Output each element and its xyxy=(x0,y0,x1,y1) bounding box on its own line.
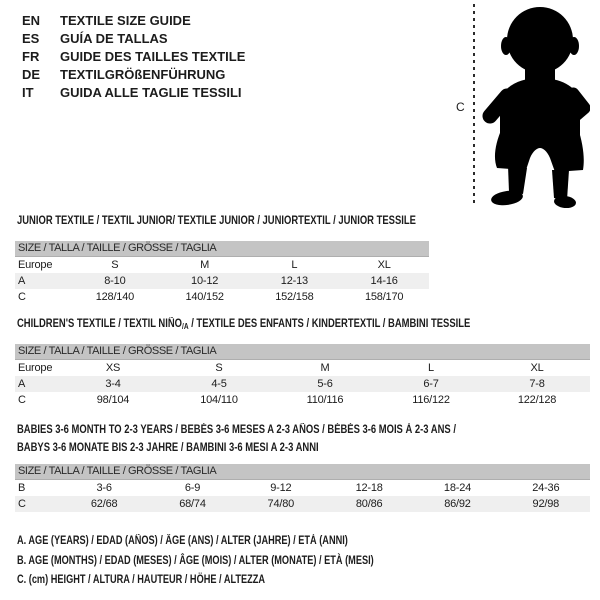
junior-size-table xyxy=(15,241,429,305)
language-code: ES xyxy=(22,31,40,46)
language-header xyxy=(22,12,245,102)
table-cell: 80/86 xyxy=(355,498,383,510)
table-cell: 8-10 xyxy=(104,275,126,287)
table-cell: L xyxy=(291,259,298,271)
size-header-bar: SIZE / TALLA / TAILLE / GRÖSSE / TAGLIA xyxy=(15,241,429,257)
table-cell: 104/110 xyxy=(200,394,238,406)
title-line-2: BABYS 3-6 MONATE BIS 2-3 JAHRE / BAMBINI 3-6 MESI A 2-3 ANNI xyxy=(17,442,319,454)
language-row-it xyxy=(22,84,245,102)
baby-height-figure xyxy=(452,2,600,212)
language-row-fr xyxy=(22,48,245,66)
table-cell: 98/104 xyxy=(96,394,130,406)
table-cell: 3-6 xyxy=(96,482,112,494)
table-cell: 86/92 xyxy=(444,498,471,510)
section-title-children xyxy=(17,318,470,331)
row-label: B xyxy=(18,482,26,494)
baby-silhouette-icon xyxy=(470,2,590,208)
size-header-bar: SIZE / TALLA / TAILLE / GRÖSSE / TAGLIA xyxy=(15,344,590,360)
table-row xyxy=(15,392,590,408)
row-label: C xyxy=(18,291,26,303)
table-cell: 18-24 xyxy=(443,482,472,494)
table-cell: 14-16 xyxy=(370,275,398,287)
note-age-years: A. AGE (YEARS) / EDAD (AÑOS) / ÂGE (ANS) / ALTER (JAHRE) / ETÀ (ANNI) xyxy=(17,535,348,547)
table-cell: 7-8 xyxy=(529,378,545,390)
row-label: A xyxy=(18,378,26,390)
title-subscript: /A xyxy=(182,322,189,331)
table-cell: 110/116 xyxy=(306,394,344,406)
guide-title-en: TEXTILE SIZE GUIDE xyxy=(60,13,191,28)
table-cell: M xyxy=(200,259,210,271)
title-text: / TEXTILE DES ENFANTS / KINDERTEXTIL / BAMBINI TESSILE xyxy=(188,318,471,330)
table-cell: 3-4 xyxy=(105,378,121,390)
row-label: A xyxy=(18,275,26,287)
table-cell: 5-6 xyxy=(317,378,333,390)
height-measure-label: C xyxy=(456,100,465,114)
table-cell: 62/68 xyxy=(90,498,118,510)
table-cell: 152/158 xyxy=(275,291,314,303)
table-cell: 10-12 xyxy=(191,275,219,287)
table-row xyxy=(15,480,590,496)
table-row xyxy=(15,360,590,376)
table-cell: 68/74 xyxy=(179,498,206,510)
guide-title-it: GUIDA ALLE TAGLIE TESSILI xyxy=(60,85,242,100)
language-code: EN xyxy=(22,13,41,28)
language-code: FR xyxy=(22,49,40,64)
children-size-table xyxy=(15,344,590,408)
title-line-1: BABIES 3-6 MONTH TO 2-3 YEARS / BEBÉS 3-6 MESES A 2-3 AÑOS / BÉBÉS 3-6 MOIS À 2-3 ANS / xyxy=(17,424,456,436)
language-code: IT xyxy=(22,85,34,100)
table-cell: XL xyxy=(377,259,391,271)
table-cell: 116/122 xyxy=(412,394,450,406)
table-cell: M xyxy=(320,362,330,374)
section-title-junior: JUNIOR TEXTILE / TEXTIL JUNIOR/ TEXTILE JUNIOR / JUNIORTEXTIL / JUNIOR TESSILE xyxy=(17,215,416,227)
table-cell: L xyxy=(428,362,434,374)
table-row xyxy=(15,257,429,273)
table-cell: 158/170 xyxy=(364,291,404,303)
guide-title-de: TEXTILGRÖßENFÜHRUNG xyxy=(60,67,226,82)
table-row xyxy=(15,496,590,512)
table-cell: 92/98 xyxy=(532,498,560,510)
table-cell: 122/128 xyxy=(517,394,557,406)
row-label: C xyxy=(18,394,26,406)
table-row xyxy=(15,273,429,289)
table-cell: 24-36 xyxy=(532,482,560,494)
size-header-bar: SIZE / TALLA / TAILLE / GRÖSSE / TAGLIA xyxy=(15,464,590,480)
title-text: CHILDREN'S TEXTILE / TEXTIL NIÑO xyxy=(17,318,183,330)
note-age-months: B. AGE (MONTHS) / EDAD (MESES) / ÂGE (MOIS) / ALTER (MONATE) / ETÀ (MESI) xyxy=(17,554,374,567)
section-title-babies xyxy=(17,421,456,457)
table-cell: 140/152 xyxy=(185,291,224,303)
table-row xyxy=(15,289,429,305)
table-cell: 9-12 xyxy=(270,482,292,494)
row-label: Europe xyxy=(18,259,53,271)
table-cell: 4-5 xyxy=(211,378,227,390)
table-cell: S xyxy=(111,259,119,271)
row-label: Europe xyxy=(18,362,53,374)
note-height-cm: C. (cm) HEIGHT / ALTURA / HAUTEUR / HÖHE / ALTEZZA xyxy=(17,574,266,586)
table-cell: 12-13 xyxy=(280,275,308,287)
row-label: C xyxy=(18,498,26,510)
language-row-es xyxy=(22,30,245,48)
table-cell: 6-9 xyxy=(184,482,201,494)
language-code: DE xyxy=(22,67,41,82)
table-cell: 6-7 xyxy=(423,378,439,390)
guide-title-es: GUÍA DE TALLAS xyxy=(60,31,168,46)
table-cell: 12-18 xyxy=(355,482,383,494)
table-cell: 128/140 xyxy=(95,291,135,303)
table-cell: S xyxy=(215,362,223,374)
babies-size-table xyxy=(15,464,590,512)
table-cell: 74/80 xyxy=(267,498,295,510)
language-row-de xyxy=(22,66,245,84)
guide-title-fr: GUIDE DES TAILLES TEXTILE xyxy=(60,49,246,64)
language-row-en xyxy=(22,12,245,30)
table-cell: XL xyxy=(530,362,544,374)
table-row xyxy=(15,376,590,392)
table-cell: XS xyxy=(105,362,121,374)
legend-notes xyxy=(17,532,374,591)
